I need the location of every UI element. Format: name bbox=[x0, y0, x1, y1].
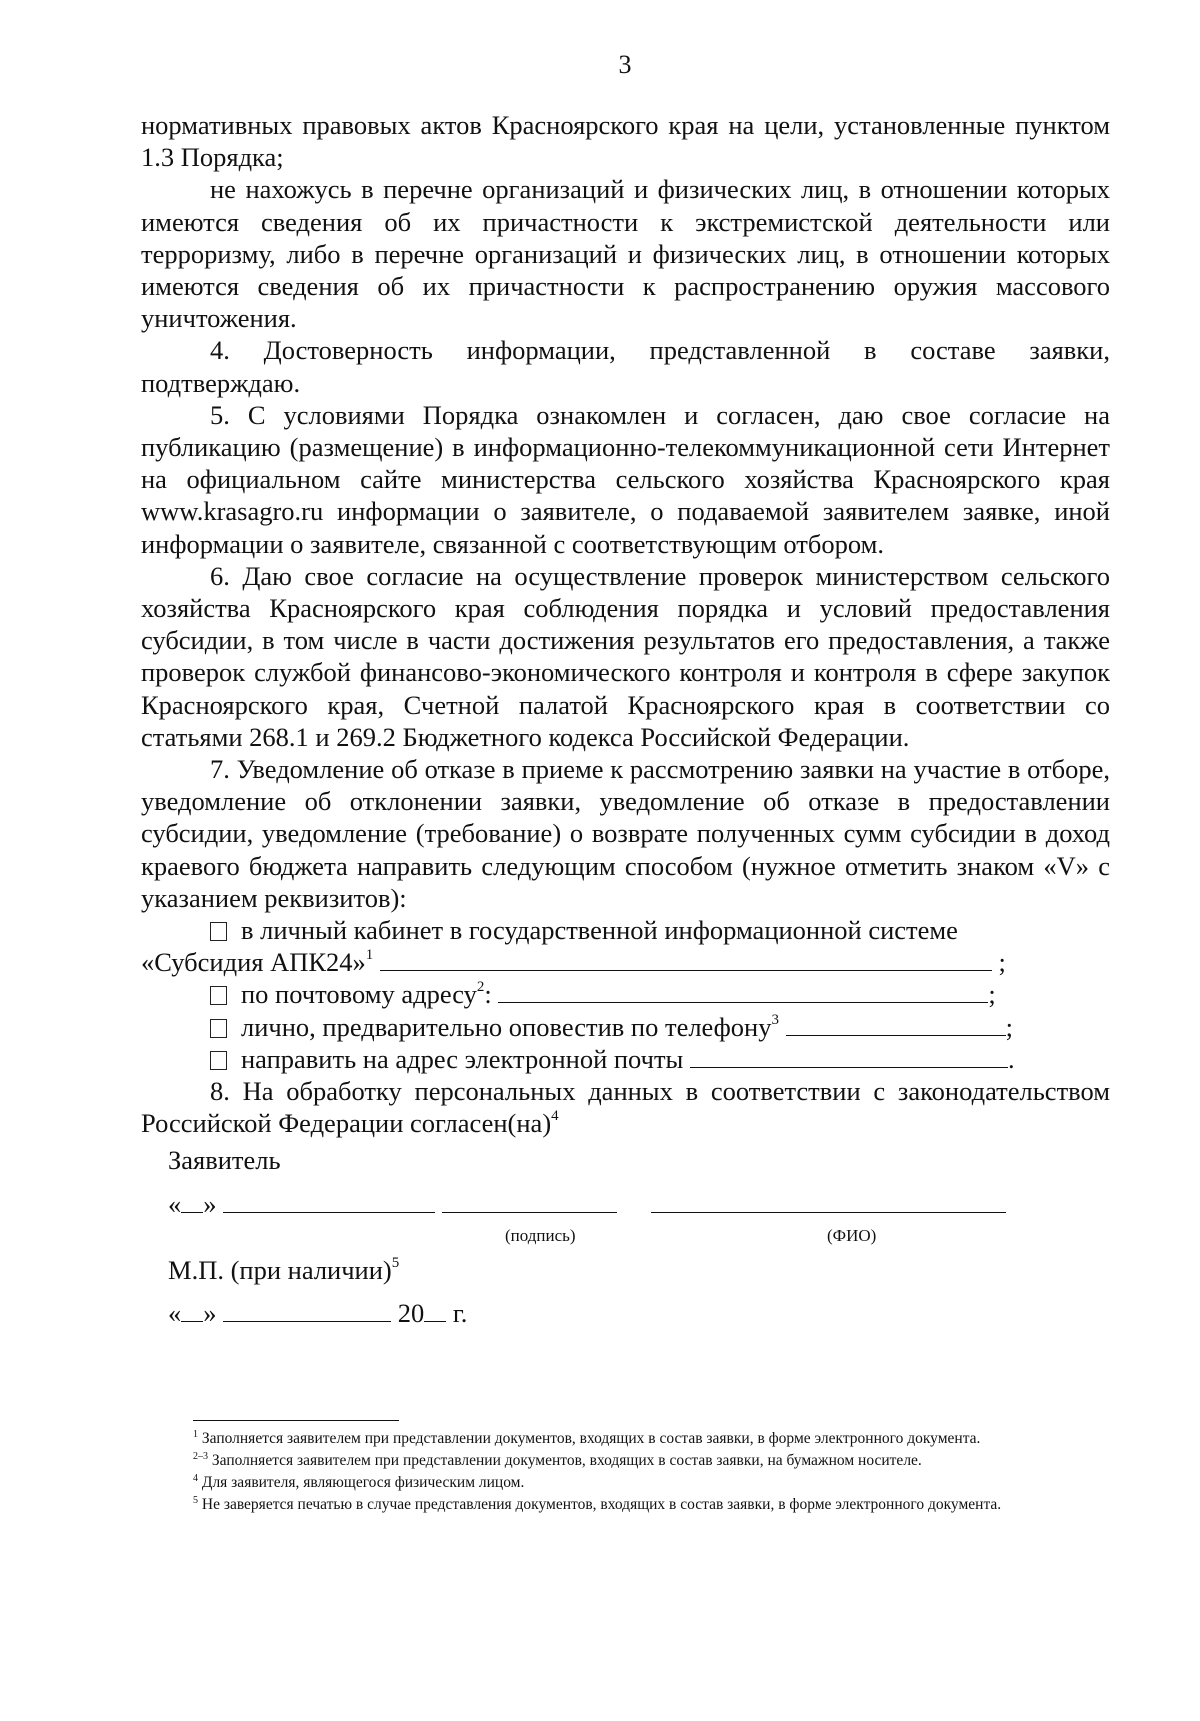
checkbox-personal-account[interactable] bbox=[210, 922, 227, 941]
option-postal-label: по почтовому адресу bbox=[241, 979, 477, 1010]
checkbox-postal[interactable] bbox=[210, 986, 227, 1005]
footnote-ref-1: 1 bbox=[365, 947, 374, 964]
year-field[interactable] bbox=[424, 1299, 446, 1322]
applicant-label: Заявитель bbox=[168, 1145, 281, 1175]
quote-close: » bbox=[203, 1189, 217, 1219]
paragraph-6: 6. Даю свое согласие на осуществление проверок министерством сельского хозяйства Красноярского края соблюдения порядка и условий предоставления субсидии, в том числе в части достижения результатов его предоставления, а также проверок службой финансово-экономического контроля и контроля в сфере закупок Красноярского края, Счетной палатой Красноярского края в соответствии со статьями 268.1 и 269.2 Бюджетного кодекса Российской Федерации. bbox=[141, 560, 1110, 752]
option-postal bbox=[141, 978, 1110, 1010]
postal-address-field[interactable] bbox=[498, 980, 988, 1003]
footnote-5 bbox=[141, 1494, 1110, 1516]
document-body bbox=[141, 109, 1110, 1140]
paragraph-3-continued: нормативных правовых актов Красноярского края на цели, установленные пунктом 1.3 Порядка; bbox=[141, 110, 1110, 173]
seal-month-field[interactable] bbox=[223, 1299, 391, 1322]
punctuation: . bbox=[1007, 1043, 1015, 1074]
email-field[interactable] bbox=[690, 1045, 1008, 1068]
punctuation: ; bbox=[1005, 1011, 1013, 1042]
footnote-4-mark: 4 bbox=[193, 1473, 198, 1484]
paragraph-5: 5. С условиями Порядка ознакомлен и согласен, даю свое согласие на публикацию (размещение) в информационно-телекоммуникационной сети Интернет на официальном сайте министерства сельского хозяйства Красноярского края www.krasagro.ru информации о заявителе, о подаваемой заявителем заявке, иной информации о заявителе, связанной с соответствующим отбором. bbox=[141, 399, 1110, 559]
signature-caption: (подпись) bbox=[505, 1226, 576, 1245]
footnote-5-text: Не заверяется печатью в случае представления документов, входящих в состав заявки, в форме электронного документа. bbox=[201, 1496, 1002, 1513]
footnote-ref-2: 2 bbox=[476, 979, 485, 996]
footnotes bbox=[141, 1428, 1110, 1516]
footnote-5-mark: 5 bbox=[193, 1495, 198, 1506]
phone-field[interactable] bbox=[786, 1013, 1006, 1036]
paragraph-4: 4. Достоверность информации, представленной в составе заявки, подтверждаю. bbox=[141, 335, 1110, 398]
option-personally bbox=[141, 1011, 1110, 1043]
page-number: 3 bbox=[618, 50, 632, 79]
seal-day-field[interactable] bbox=[181, 1299, 203, 1322]
footnote-ref-3: 3 bbox=[771, 1011, 779, 1028]
footnote-ref-5: 5 bbox=[391, 1255, 400, 1271]
footnote-1-text: Заполняется заявителем при представлении документов, входящих в состав заявки, в форме электронного документа. bbox=[201, 1430, 981, 1447]
quote-open: « bbox=[168, 1189, 182, 1219]
seal-text: М.П. (при наличии) bbox=[168, 1255, 392, 1285]
month-field[interactable] bbox=[223, 1190, 435, 1213]
quote-close: » bbox=[203, 1298, 217, 1328]
punctuation: ; bbox=[998, 947, 1006, 978]
option-personal-account bbox=[141, 914, 1110, 946]
day-field[interactable] bbox=[181, 1190, 203, 1213]
option-personal-account-label: в личный кабинет в государственной информационной системе bbox=[241, 915, 958, 946]
punctuation: : bbox=[484, 979, 492, 1010]
footnote-ref-4: 4 bbox=[551, 1108, 559, 1125]
footnote-4-text: Для заявителя, являющегося физическим лицом. bbox=[201, 1474, 525, 1491]
option-personal-account-system: «Субсидия АПК24» bbox=[141, 947, 366, 978]
checkbox-personally[interactable] bbox=[210, 1019, 227, 1038]
punctuation: ; bbox=[988, 979, 996, 1010]
signature-field[interactable] bbox=[442, 1190, 617, 1213]
footnote-4 bbox=[141, 1472, 1110, 1494]
quote-open: « bbox=[168, 1298, 182, 1328]
seal-date-line bbox=[168, 1298, 467, 1329]
footnote-1 bbox=[141, 1428, 1110, 1450]
paragraph-8-text: 8. На обработку персональных данных в соответствии с законодательством Российской Федерации согласен(на) bbox=[141, 1076, 1110, 1139]
option-personal-account-line2 bbox=[141, 946, 1110, 978]
checkbox-email[interactable] bbox=[210, 1051, 227, 1070]
option-email-label: направить на адрес электронной почты bbox=[241, 1043, 684, 1074]
paragraph-8 bbox=[141, 1075, 1110, 1139]
year-prefix: 20 bbox=[397, 1298, 425, 1328]
footnote-2-text: Заполняется заявителем при представлении документов, входящих в состав заявки, на бумажном носителе. bbox=[211, 1452, 922, 1469]
paragraph-3-extremism: не нахожусь в перечне организаций и физических лиц, в отношении которых имеются сведения об их причастности к экстремистской деятельности или терроризму, либо в перечне организаций и физических лиц, в отношении которых имеются сведения об их причастности к распространению оружия массового уничтожения. bbox=[141, 174, 1110, 334]
year-suffix: г. bbox=[452, 1298, 468, 1328]
footnote-2-mark: 2–3 bbox=[193, 1451, 208, 1462]
option-email bbox=[141, 1043, 1110, 1075]
option-personally-label: лично, предварительно оповестив по телефону bbox=[241, 1011, 772, 1042]
paragraph-7: 7. Уведомление об отказе в приеме к рассмотрению заявки на участие в отборе, уведомление об отклонении заявки, уведомление об отказе в предоставлении субсидии, уведомление (требование) о возврате полученных сумм субсидии в доход краевого бюджета направить следующим способом (нужное отметить знаком «V» с указанием реквизитов): bbox=[141, 754, 1110, 913]
footnote-1-mark: 1 bbox=[193, 1429, 198, 1440]
personal-account-field[interactable] bbox=[380, 948, 992, 971]
seal-label bbox=[168, 1255, 399, 1286]
footnote-separator bbox=[193, 1420, 399, 1421]
name-caption: (ФИО) bbox=[827, 1226, 877, 1245]
full-name-field[interactable] bbox=[651, 1190, 1006, 1213]
date-line bbox=[168, 1189, 1006, 1220]
footnote-2-3 bbox=[141, 1450, 1110, 1472]
